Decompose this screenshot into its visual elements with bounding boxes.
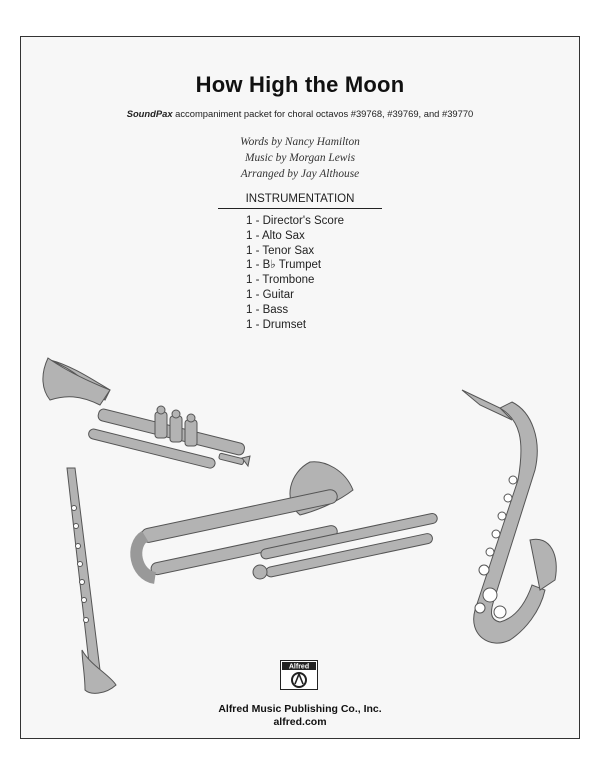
credits xyxy=(0,134,600,182)
credit-arranger: Arranged by Jay Althouse xyxy=(240,168,360,180)
logo-text: Alfred xyxy=(288,663,310,671)
part-item: 1 - B♭ Trumpet xyxy=(246,259,322,272)
trumpet-icon xyxy=(43,358,250,469)
saxophone-icon xyxy=(462,390,556,643)
page-title: How High the Moon xyxy=(195,72,405,97)
part-item: 1 - Drumset xyxy=(246,318,307,331)
part-item: 1 - Guitar xyxy=(246,288,294,301)
instrument-illustration xyxy=(20,350,580,710)
clarinet-icon xyxy=(67,468,116,693)
subtitle-text: accompaniment packet for choral octavos #39768, #39769, and #39770 xyxy=(172,108,474,119)
publisher-url[interactable]: alfred.com xyxy=(273,716,327,728)
part-item: 1 - Alto Sax xyxy=(246,229,305,242)
instrumentation-heading: INSTRUMENTATION xyxy=(218,193,382,209)
part-item: 1 - Tenor Sax xyxy=(246,244,315,257)
trombone-icon xyxy=(136,462,438,579)
subtitle xyxy=(0,108,600,119)
part-item: 1 - Trombone xyxy=(246,274,315,287)
credit-words: Words by Nancy Hamilton xyxy=(240,136,360,148)
part-item: 1 - Bass xyxy=(246,303,289,316)
credit-music: Music by Morgan Lewis xyxy=(245,152,355,164)
parts-list xyxy=(246,214,344,332)
publisher-name: Alfred Music Publishing Co., Inc. xyxy=(218,703,382,715)
alfred-logo xyxy=(280,660,318,690)
part-item: 1 - Director's Score xyxy=(246,215,345,227)
subtitle-brand: SoundPax xyxy=(126,108,173,119)
